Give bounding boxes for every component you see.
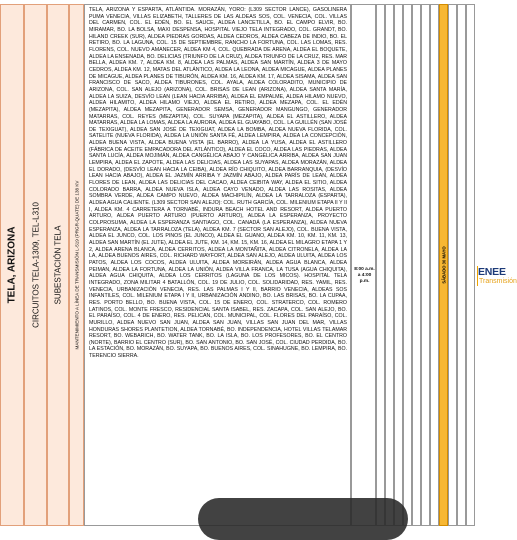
day-column [403,4,412,526]
brand-area [475,4,517,526]
zone-column [0,4,24,526]
enee-logo-subtitle: Transmisión [479,278,517,285]
day-label: SÁBADO 30 MAYO [441,246,446,284]
schedule-cell [351,4,376,526]
substation-label: SUBESTACIÓN TELA [53,225,63,305]
affected-areas-cell [84,4,351,526]
work-description: MANTENIMIENTO A LÍNEA DE TRANSMISIÓN L-519 (PRGR-QUATE) DE 138 KV [74,180,79,350]
circuits-column [24,4,47,526]
affected-areas-text: TELA, ARIZONA Y ESPARTA, ATLÁNTIDA. MORAZÁN, YORO: (L309 SECTOR LANCE), GASOLINERA PUMA VENECIA, VILLAS ELIZABETH, TALLERES DE LAS ALDEAS SOS, COL. VENECIA, COL. VILLAS DEL CARMEN, COL. EL EDÉN, BO. EL SAUCE, ALDEA LANCETILLA, BO. EL CAMPO ELVIR, BO. MIRAMAR, BO. LA BOLSA, MAXI DESPENSA, HOSPITAL VIEJO TELA INTEGRADO, COL. GRANDT, BO. HILAND CREEK (SUR), ALDEA PIEDRAS GORDAS, ALDEA CEDROS, ALDEA CABEZA DE INDIO, BO. EL RETIRO, BO. LA LAGUNA, COL. 15 DE SEPTIEMBRE, RANCHO LA FORTUNA, COL. LAS LOMAS, RES. FLORENS, COL. NUEVO AMANECER, ALDEA KM 4, COL. QUEBRADA DE ARENA, ALDEA EL BOQUETE, ALDEA LA ENSENADA, BO. DELICIAS (TRIUNFO DE LA CRUZ), ALDEA TRIUNFO DE LA CRUZ, RES. MAR BELLA, ALDEA KM. 7, ALDEA KM. 8, ALDEA LAS PALMAS, ALDEA SAN MARTÍN, ALDEA 3 DE MAYO CEDROS, ALDEA KM. 12, MATAS DEL ATLÁNTICO, ALDEA LA LEONA, ALDEA MICAGUE, ALDEA PLANES DE MICAGUE, ALDEA PLANES DE TIBURÓN, ALDEA KM. 16, ALDEA KM. 17, ALDEA SISAMA, ALDEA SAN FRANCISCO DE SACO, ALDEA TIBURONES, COL. AYALA, ALDEA COLORADITO, MUNICIPIO DE ARIZONA, COL. SAN ALEJO (ARIZONA), COL. BRISAS DE LEAN (ARIZONA), ALDEA SANTA MARÍA, ALDEA LA SUIZA, DESVÍO LEAN (LEAN HACIA ARRIBA), ALDEA EL EMPALME, ALDEA HILAMO NUEVO, ALDEA HILAMITO, ALDEA HILAMO VIEJO, ALDEA EL RETIRO, ALDEA MEZAPA, COL. EL EDÉN (MEZAPITA), ALDEA MEZAPITA, GENERADOR SEMSA, GENERADOR MANGUNGO, GENERADOR MATARRAS, COL. REYES (MEZAPITA), COL. SUYAPA (MEZAPITA), ALDEA EL ASTILLERO, ALDEA MATARRAS, ALDEA LA LOMAS, ALDEA LA AURORA, ALDEA EL GUAYABO, COL. LA GUILLÉN (SAN JOSÉ DE TEXIGUAT), ALDEA SAN JOSÉ DE TEXIGUAT, ALDEA LA BOMBA, ALDEA NUEVA FLORIDA, COL. SATELITE (NUEVA FLORIDA), ALDEA LA UNIÓN SANTA FÉ, ALDEA LEMPIRA, ALDEA LA CONCEPCIÓN, ALDEA BUENA VISTA, ALDEA BUENA VISTA (EL BARRO), ALDEA LA YUSA, ALDEA EL ASTILLERO (FÁBRICA DE ACEITE EMPACADORA DEL ATLÁNTICO), ALDEA EL COCO, ALDEA LAS PIEDRAS, ALDEA SANTA LUCÍA, ALDEA MOJIMÁN, ALDEA CANGÉLICA ABAJO Y CANGÉLICA ARRIBA, ALDEA SAN JUAN LEMPIRA, ALDEA EL ZAPOTE, ALDEA LAS DELICIAS, ALDEA LAS SUYAPAS, ALDEA MORAZÁN, ALDEA EL DORADO, (DESVÍO LEAN HACIA LA CEIBA), ALDEA RÍO CHIQUITO, ALDEA BARRANQUIA, (DESVÍO LEAN HACIA ABAJO), ALDEA EL JAZMÍN ARRIBA Y JAZMÍN ABAJO, ALDEA PARÍS DE LEAN, ALDEA FLORES DE LEAN, ALDEA LAS DELICIAS DEL CACAO, ALDEA CEIBITA WAY, ALDEA EL SITIO, ALDEA COLORADO BARRA, ALDEA NUEVA ISLA, ALDEA CAYO VENADO, ALDEA LAS ROSITAS, ALDEA SOMBRA VERDE, ALDEA CAMPO NUEVO, ALDEA MACHIPILÍN, ALDEA LA TARRALOZA (ESPARTA), ALDEA AGUA CALIENTE. (L309 SECTOR SAN ALEJO): COL. RUTH GARCÍA, COL. MILENIUM ETAPA II Y II I, ALDEA KM. 4 CARRETERA A TORNABÉ, INDURA BEACH HOTEL AND RESORT, ALDEA PUERTO ARTURO, ALDEA PUERTO ARTURO (PUERTO ARTURO), ALDEA LA ESPERANZA, PROYECTO COLPROSUMA, ALDEA LA ESPERANZA SANTIAGO, COL. CANADÁ (LA ESPERANZA), ALDEA NUEVA ESPERANZA, ALDEA LA TARRALOZA (TELA), ALDEA KM. 7 (SECTOR SAN ALEJO), COL. BUENA VISTA, ALDEA EL JUNCO, COL. LOS PINOS (EL JUNCO), ALDEA EL GUANO, ALDEA KM. 10, KM. 11, KM. 13, ALDEA SAN MARTÍN (EL JUTE), ALDEA EL JUTE, KM. 14, KM. 15, KM. 16, ALDEA EL MILAGRO ETAPA 1 Y 2, ALDEA ARENA BLANCA, ALDEA CERRITOS, ALDEA LA MONTAÑITA, ALDEA CITRONELA, ALDEA LA LA, ALDEA BUENOS AIRES, COL. RICHARD WAYFORT, ALDEA SAN ALEJO, ALDEA ULUITA, ALDEA LOS PATOS, ALDEA LOS COCOS, ALDEA ULUITA, ALDEA MOREIRÁN, ALDEA AGUA BLANCA, ALDEA PEIMAN, ALDEA LA FORTUNA, ALDEA LA UNIÓN, ALDEA VILLA FRANCA, LA TUSA (AGUA CHIQUITA), ALDEA AGUA CHIQUITA, ALDEA LOS CERRITOS (LAGUNA DE LOS MICOS). HOSPITAL TELA INTEGRADO, ZONA MILITAR 4 BATALLÓN, COL. 19 DE JULIO, COL. SOLIDARIDAD, RES. YAMIL, RES. VENECIA, URBANIZACIÓN VENECIA, RES. LAS PALMAS I Y II, BARRIO VENECIA, ALDEAS SOS INFANTILES, COL. MILENIUM ETAPA I Y II, URBANIZACIÓN ANDINO, BO. LAS BRISAS, BO. LA CUPAA, RES. PORTO BELLO, BO. BUENA VISTA, COL. 15 DE ENERO, COL. STRATERCO, COL. ROMERO LATINOS, COL. MONTE FRESCO, RESIDENCIAL SANTA ISABEL, RES. ZACAPA, COL. SAN ALEJO, BO. EL PARAÍSO, COL. 4 DE ENERO, RES. PELICAN, COL. MUNICIPAL, COL. FLORES DEL PARAÍSO, COL. MURILLO, ALDEA NUEVO SAN JUAN, ALDEA SAN JUAN, VILLAS SAN JUAN DEL MAR, VILLAS HONDURAS SHORES PLANTETION, ALDEA TORNABÉ, BO. INDEPENDENCIA, HOTEL VILLAS TELAMAR RESORT, BO. WEBARICH, BO. WATER TANK, BO. LA ISLA, BO. LOS PROFESORES, BO. EL CENTRO (NORTE), BARRIO EL CENTRO (SUR), BO. SAN ANTONIO, BO. SAN JOSÉ, COL. CIUDAD PERDIDA, BO. LA ESTACIÓN, BO. MORAZÁN, BO. SUYAPA, BO. BUENOS AIRES, COL. SINAHUGNE, BO. LEMPIRA, BO. TERENCIO SIERRA. [89,7,347,360]
day-column [376,4,385,526]
enee-logo: ENEE [478,266,506,278]
zone-label: TELA, ARIZONA [6,226,18,304]
day-column [466,4,475,526]
day-column [412,4,421,526]
day-column [430,4,439,526]
day-column [457,4,466,526]
substation-column [47,4,69,526]
day-column [448,4,457,526]
day-column-saturday [439,4,448,526]
day-column [394,4,403,526]
work-column [69,4,84,526]
media-overlay [198,498,408,540]
circuits-label: CIRCUITOS TELA-1309, TEL-L310 [31,202,40,328]
day-column [385,4,394,526]
day-column [421,4,430,526]
schedule-text: 8:00 a.m. a 4:00 p.m. [354,267,375,284]
